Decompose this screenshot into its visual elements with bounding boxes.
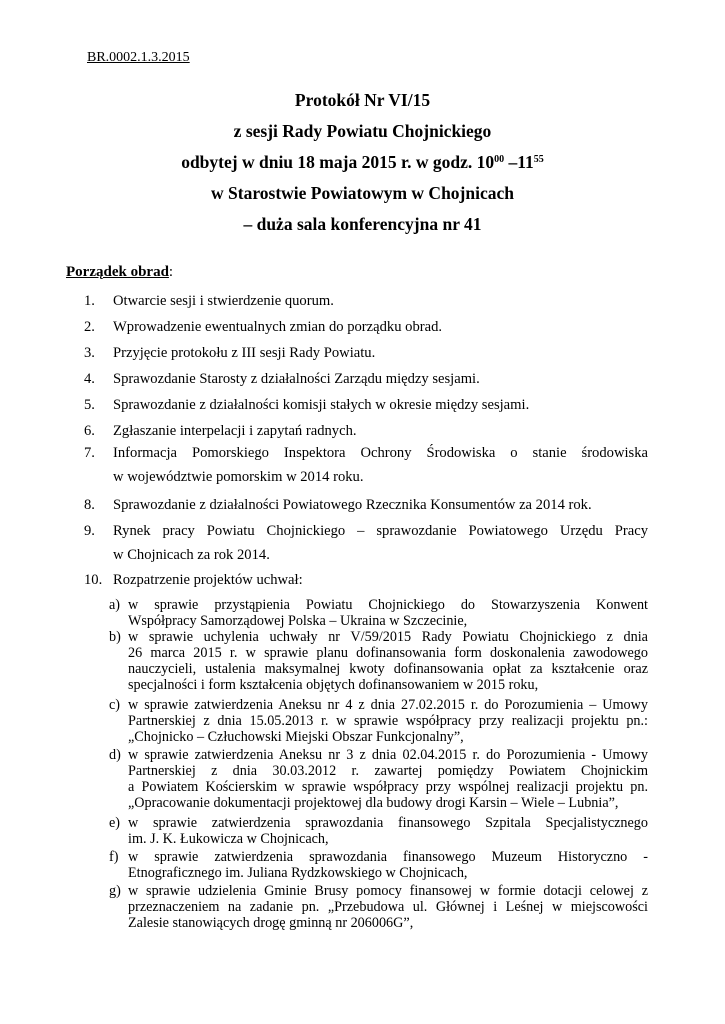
title-line-1: Protokół Nr VI/15 bbox=[294, 90, 431, 110]
agenda-item-text: Zgłaszanie interpelacji i zapytań radnych. bbox=[113, 423, 357, 439]
resolution-line: w sprawie zatwierdzenia Aneksu nr 4 z dnia 27.02.2015 r. do Porozumienia – Umowy bbox=[128, 697, 648, 713]
resolution-line: w sprawie zatwierdzenia sprawozdania finansowego Muzeum Historyczno - bbox=[128, 849, 648, 865]
resolution-letter: e) bbox=[109, 815, 121, 831]
agenda-item-number: 4. bbox=[84, 371, 95, 387]
document-reference: BR.0002.1.3.2015 bbox=[87, 50, 190, 65]
resolution-line: im. J. K. Łukowicza w Chojnicach, bbox=[128, 831, 329, 847]
resolution-line: w sprawie zatwierdzenia sprawozdania finansowego Szpitala Specjalistycznego bbox=[128, 815, 648, 831]
resolution-line: w sprawie zatwierdzenia Aneksu nr 3 z dnia 02.04.2015 r. do Porozumienia - Umowy bbox=[128, 747, 648, 763]
agenda-item-number: 9. bbox=[84, 523, 95, 539]
title-end-hour: –11 bbox=[504, 152, 534, 172]
agenda-item-text-line-2: w województwie pomorskim w 2014 roku. bbox=[113, 469, 364, 485]
agenda-heading-text: Porządek obrad bbox=[66, 264, 169, 280]
agenda-item-text: Wprowadzenie ewentualnych zmian do porządku obrad. bbox=[113, 319, 443, 335]
resolution-letter: b) bbox=[109, 629, 121, 645]
resolution-letter: d) bbox=[109, 747, 121, 763]
agenda-item-number: 3. bbox=[84, 345, 95, 361]
resolution-line: a Powiatem Kościerskim w sprawie współpracy przy wspólnej realizacji projektu pn. bbox=[128, 779, 648, 795]
agenda-item-text: Przyjęcie protokołu z III sesji Rady Powiatu. bbox=[113, 345, 376, 361]
agenda-item-text: Sprawozdanie z działalności Powiatowego Rzecznika Konsumentów za 2014 rok. bbox=[113, 497, 592, 513]
agenda-item-number: 1. bbox=[84, 293, 95, 309]
resolution-line: w sprawie uchylenia uchwały nr V/59/2015 Rady Powiatu Chojnickiego z dnia bbox=[128, 629, 648, 645]
resolution-line: Zalesie stanowiących drogę gminną nr 206006G”, bbox=[128, 915, 414, 931]
resolution-line: Etnograficznego im. Juliana Rydzkowskiego w Chojnicach, bbox=[128, 865, 468, 881]
title-line-5: – duża sala konferencyjna nr 41 bbox=[243, 214, 482, 234]
agenda-item-number: 5. bbox=[84, 397, 95, 413]
agenda-item-text: Sprawozdanie Starosty z działalności Zarządu między sesjami. bbox=[113, 371, 480, 387]
agenda-item-text: Sprawozdanie z działalności komisji stałych w okresie między sesjami. bbox=[113, 397, 530, 413]
resolution-letter: g) bbox=[109, 883, 121, 899]
title-date-text: odbytej w dniu 18 maja 2015 r. w godz. 10 bbox=[181, 152, 495, 172]
title-line-4: w Starostwie Powiatowym w Chojnicach bbox=[211, 183, 514, 203]
resolution-line: Współpracy Samorządowej Polska – Ukraina w Szczecinie, bbox=[128, 613, 468, 629]
title-line-3 bbox=[0, 152, 725, 173]
agenda-item-number: 6. bbox=[84, 423, 95, 439]
resolution-line: nauczycieli, ustalenia maksymalnej kwoty dofinansowania opłat za kształcenie oraz bbox=[128, 661, 648, 677]
agenda-item-text-line-1: Rynek pracy Powiatu Chojnickiego – sprawozdanie Powiatowego Urzędu Pracy bbox=[113, 523, 648, 539]
agenda-item-number: 8. bbox=[84, 497, 95, 513]
agenda-heading bbox=[66, 264, 173, 281]
agenda-item-number: 2. bbox=[84, 319, 95, 335]
resolution-letter: f) bbox=[109, 849, 119, 865]
resolution-line: Partnerskiej z dnia 30.03.2012 r. zawartej pomiędzy Powiatem Chojnickim bbox=[128, 763, 648, 779]
resolution-line: Partnerskiej z dnia 15.05.2013 r. w sprawie współpracy przy realizacji projektu pn.: bbox=[128, 713, 648, 729]
agenda-item-number: 10. bbox=[84, 572, 103, 588]
agenda-heading-colon: : bbox=[168, 264, 174, 280]
agenda-item-text-line-1: Informacja Pomorskiego Inspektora Ochrony Środowiska o stanie środowiska bbox=[113, 445, 648, 461]
resolution-line: specjalności i form kształcenia objętych dofinansowaniem w 2015 roku, bbox=[128, 677, 539, 693]
agenda-item-number: 7. bbox=[84, 445, 95, 461]
title-line-2: z sesji Rady Powiatu Chojnickiego bbox=[233, 121, 492, 141]
resolution-line: „Opracowanie dokumentacji projektowej dla budowy drogi Karsin – Wiele – Lubnia”, bbox=[128, 795, 619, 811]
agenda-item-text: Rozpatrzenie projektów uchwał: bbox=[113, 572, 303, 588]
title-start-minutes: 00 bbox=[494, 154, 505, 165]
resolution-line: przeznaczeniem na zadanie pn. „Przebudowa ul. Głównej i Leśnej w miejscowości bbox=[128, 899, 648, 915]
agenda-item-text-line-2: w Chojnicach za rok 2014. bbox=[113, 547, 270, 563]
resolution-line: w sprawie udzielenia Gminie Brusy pomocy finansowej w formie dotacji celowej z bbox=[128, 883, 648, 899]
resolution-letter: a) bbox=[109, 597, 121, 613]
agenda-item-text: Otwarcie sesji i stwierdzenie quorum. bbox=[113, 293, 334, 309]
resolution-letter: c) bbox=[109, 697, 121, 713]
resolution-line: 26 marca 2015 r. w sprawie planu dofinansowania form doskonalenia zawodowego bbox=[128, 645, 648, 661]
title-end-minutes: 55 bbox=[533, 154, 544, 165]
resolution-line: w sprawie przystąpienia Powiatu Chojnickiego do Stowarzyszenia Konwent bbox=[128, 597, 648, 613]
resolution-line: „Chojnicko – Człuchowski Miejski Obszar Funkcjonalny”, bbox=[128, 729, 464, 745]
